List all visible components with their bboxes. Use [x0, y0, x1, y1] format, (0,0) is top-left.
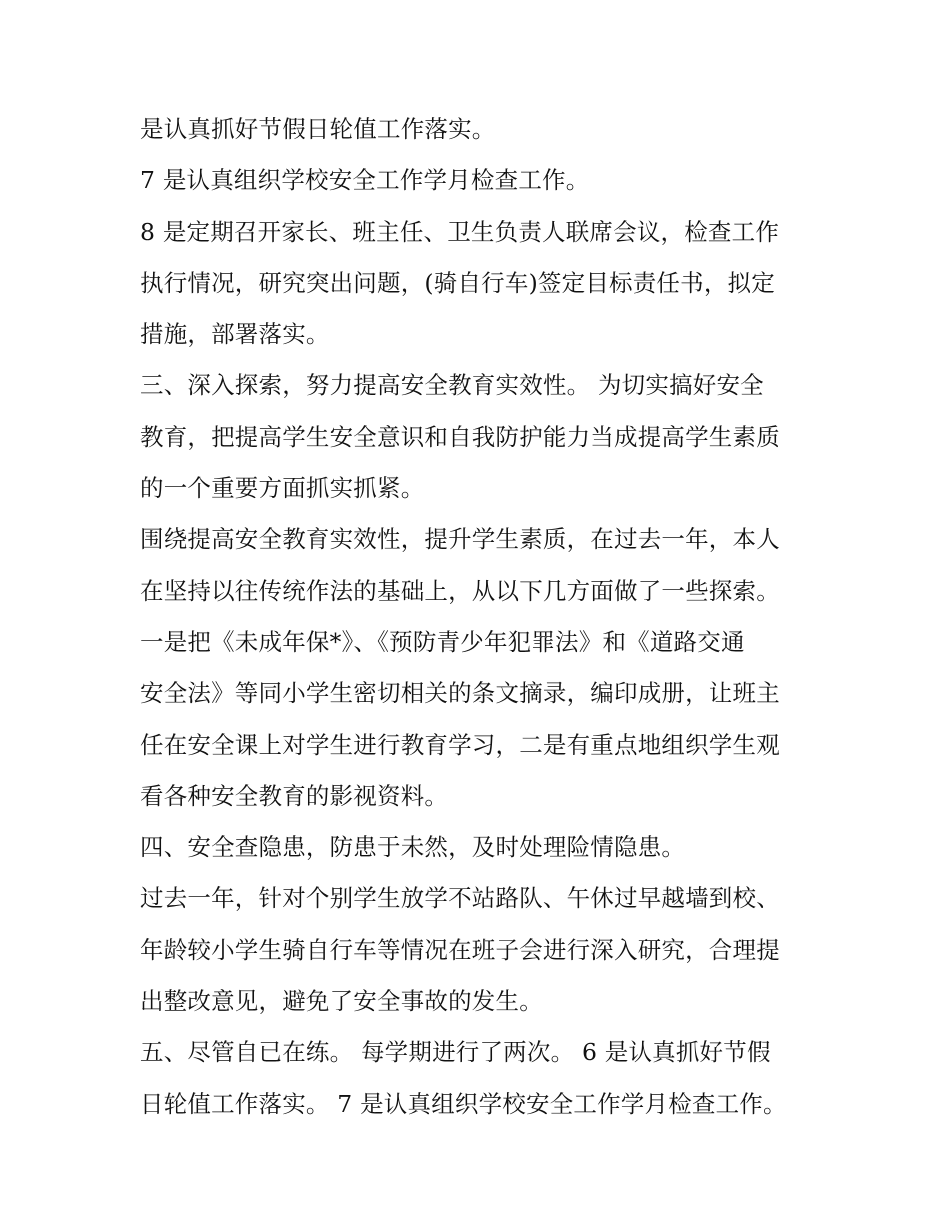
text-line: 看各种安全教育的影视资料。	[140, 781, 449, 810]
text-line: 安全法》等同小学生密切相关的条文摘录，编印成册，让班主	[140, 679, 780, 708]
text-line: 围绕提高安全教育实效性，提升学生素质，在过去一年，本人	[140, 525, 780, 554]
text-line: 年龄较小学生骑自行车等情况在班子会进行深入研究，合理提	[140, 935, 780, 964]
text-line: 日轮值工作落实。 7 是认真组织学校安全工作学月检查工作。	[140, 1089, 787, 1118]
text-line: 教育，把提高学生安全意识和自我防护能力当成提高学生素质	[140, 422, 780, 451]
text-line: 任在安全课上对学生进行教育学习，二是有重点地组织学生观	[140, 730, 780, 759]
text-line: 7 是认真组织学校安全工作学月检查工作。	[140, 166, 590, 195]
text-line: 五、尽管自已在练。 每学期进行了两次。 6 是认真抓好节假	[140, 1038, 771, 1067]
text-line: 一是把《未成年保*》、《预防青少年犯罪法》和《道路交通	[140, 627, 745, 656]
text-line: 执行情况，研究突出问题，(骑自行车)签定目标责任书，拟定	[140, 268, 775, 297]
text-line: 的一个重要方面抓实抓紧。	[140, 474, 425, 503]
text-line: 8 是定期召开家长、班主任、卫生负责人联席会议，检查工作	[140, 217, 780, 246]
text-line: 四、安全查隐患，防患于未然，及时处理险情隐患。	[140, 833, 686, 862]
text-line: 在坚持以往传统作法的基础上，从以下几方面做了一些探索。	[140, 576, 780, 605]
text-line: 出整改意见，避免了安全事故的发生。	[140, 987, 543, 1016]
text-line: 措施，部署落实。	[140, 320, 330, 349]
document-body	[140, 104, 830, 1130]
text-line: 三、深入探索，努力提高安全教育实效性。 为切实搞好安全	[140, 371, 764, 400]
text-line: 是认真抓好节假日轮值工作落实。	[140, 115, 496, 143]
text-line: 过去一年，针对个别学生放学不站路队、午休过早越墙到校、	[140, 884, 780, 913]
